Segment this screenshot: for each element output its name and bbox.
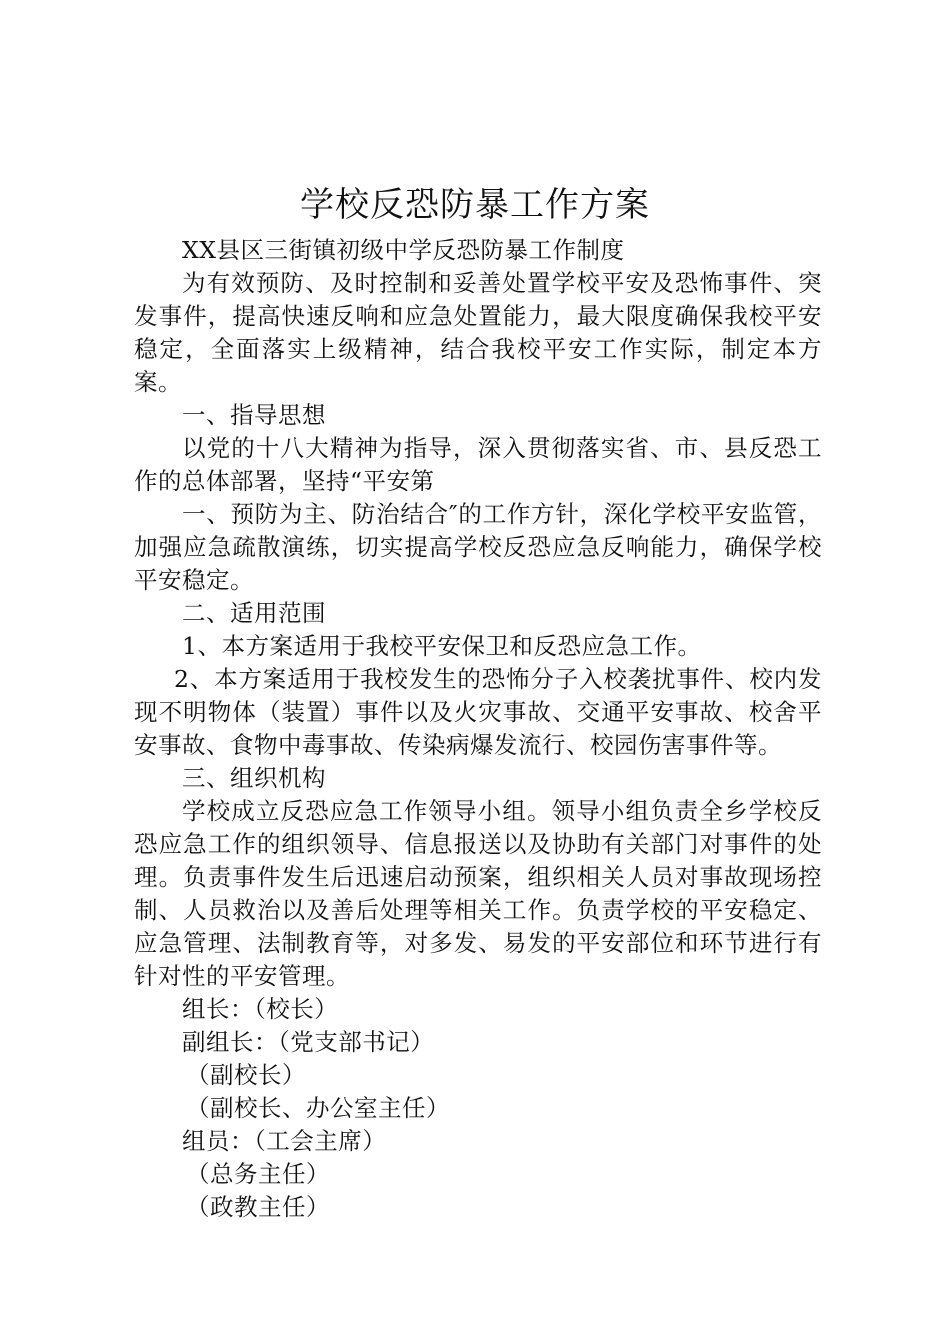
member-vice-principal: （副校长）	[186, 1061, 306, 1089]
paragraph-guiding-policy: 一、预防为主、防治结合″的工作方针，深化学校平安监管，加强应急疏散演练，切实提高学校反恐应急反响能力，确保学校平安稳定。	[134, 500, 822, 594]
paragraph-intro: 为有效预防、及时控制和妥善处置学校平安及恐怖事件、突发事件，提高快速反响和应急处置能力，最大限度确保我校平安稳定，全面落实上级精神，结合我校平安工作实际，制定本方案。	[134, 269, 822, 396]
member-general-affairs: （总务主任）	[186, 1160, 330, 1188]
member-deputy-leader: 副组长：（党支部书记）	[182, 1028, 435, 1056]
section-heading-guiding-ideology: 一、指导思想	[182, 401, 326, 429]
paragraph-guiding-ideology: 以党的十八大精神为指导，深入贯彻落实省、市、县反恐工作的总体部署，坚持“平安第	[134, 434, 822, 495]
member-vice-principal-office: （副校长、办公室主任）	[186, 1094, 450, 1122]
document-title: 学校反恐防暴工作方案	[300, 185, 650, 225]
section-heading-scope: 二、适用范围	[182, 599, 326, 627]
paragraph-scope-2: 2、本方案适用于我校发生的恐怖分子入校袭扰事件、校内发现不明物体（装置）事件以及火灾事故、交通平安事故、校舍平安事故、食物中毒事故、传染病爆发流行、校园伤害事件等。	[134, 665, 822, 759]
section-heading-organization: 三、组织机构	[182, 764, 326, 792]
member-leader: 组长：（校长）	[182, 995, 339, 1023]
paragraph-scope-1: 1、本方案适用于我校平安保卫和反恐应急工作。	[182, 632, 702, 660]
member-political-education: （政教主任）	[186, 1193, 330, 1221]
document-body	[134, 234, 822, 1224]
paragraph-subtitle: XX县区三街镇初级中学反恐防暴工作制度	[182, 236, 625, 264]
paragraph-organization: 学校成立反恐应急工作领导小组。领导小组负责全乡学校反恐应急工作的组织领导、信息报送以及协助有关部门对事件的处理。负责事件发生后迅速启动预案，组织相关人员对事故现场控制、人员救治以及善后处理等相关工作。负责学校的平安稳定、应急管理、法制教育等，对多发、易发的平安部位和环节进行有针对性的平安管理。	[134, 797, 822, 990]
member-team-union: 组员：（工会主席）	[182, 1127, 387, 1155]
